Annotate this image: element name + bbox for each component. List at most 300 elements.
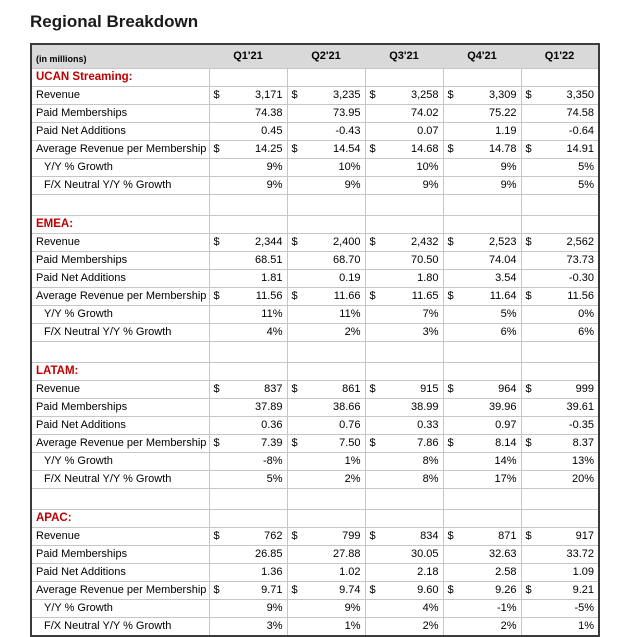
spacer-row [31, 489, 599, 510]
value-cell [209, 87, 287, 105]
metric-row-paid_net_additions [31, 123, 599, 141]
spacer-cell [443, 195, 521, 216]
metric-label: Y/Y % Growth [31, 453, 209, 471]
value-amount: 999 [575, 383, 594, 396]
currency-symbol: $ [291, 437, 298, 450]
quarter-header-0: Q1'21 [209, 44, 287, 69]
value-amount: 9.21 [572, 584, 594, 597]
quarter-header-3: Q4'21 [443, 44, 521, 69]
metric-label: Y/Y % Growth [31, 600, 209, 618]
spacer-cell [209, 342, 287, 363]
value-amount: 3,235 [332, 89, 361, 102]
currency-symbol: $ [525, 89, 532, 102]
metric-label: Average Revenue per Membership [31, 582, 209, 600]
section-title: LATAM: [31, 363, 209, 381]
value-cell: 6% [521, 324, 599, 342]
value-amount: 7.86 [417, 437, 439, 450]
value-amount: 9.60 [417, 584, 439, 597]
value-cell: 7% [365, 306, 443, 324]
value-cell: 0.97 [443, 417, 521, 435]
metric-row-paid_memberships [31, 399, 599, 417]
value-cell [365, 582, 443, 600]
value-cell [209, 234, 287, 252]
regional-breakdown-table [30, 43, 600, 637]
currency-symbol: $ [369, 143, 376, 156]
empty-cell [443, 216, 521, 234]
metric-row-revenue [31, 381, 599, 399]
empty-cell [287, 69, 365, 87]
value-cell: 73.95 [287, 105, 365, 123]
value-cell: 2% [287, 324, 365, 342]
metric-row-yoy_growth [31, 159, 599, 177]
value-cell: 9% [443, 177, 521, 195]
value-cell: 1.81 [209, 270, 287, 288]
value-amount: 2,562 [566, 236, 594, 249]
currency-symbol: $ [447, 437, 454, 450]
value-cell [365, 87, 443, 105]
value-cell: 33.72 [521, 546, 599, 564]
currency-symbol: $ [291, 290, 298, 303]
value-amount: 14.78 [488, 143, 517, 156]
currency-symbol: $ [291, 530, 298, 543]
value-cell [521, 288, 599, 306]
value-cell [443, 87, 521, 105]
value-cell: 8% [365, 453, 443, 471]
spacer-cell [287, 489, 365, 510]
metric-label: Paid Net Additions [31, 123, 209, 141]
currency-symbol: $ [525, 584, 532, 597]
value-amount: 917 [575, 530, 594, 543]
metric-label: F/X Neutral Y/Y % Growth [31, 324, 209, 342]
value-cell: 70.50 [365, 252, 443, 270]
value-cell: 10% [365, 159, 443, 177]
value-cell [521, 582, 599, 600]
currency-symbol: $ [447, 236, 454, 249]
spacer-cell [209, 195, 287, 216]
value-cell: 8% [365, 471, 443, 489]
currency-symbol: $ [213, 236, 220, 249]
currency-symbol: $ [291, 89, 298, 102]
empty-cell [209, 216, 287, 234]
value-amount: 11.56 [255, 290, 283, 303]
metric-row-paid_net_additions [31, 417, 599, 435]
value-cell [209, 288, 287, 306]
spacer-cell [287, 342, 365, 363]
currency-symbol: $ [369, 584, 376, 597]
value-amount: 14.91 [566, 143, 594, 156]
value-cell: 0.45 [209, 123, 287, 141]
metric-row-revenue [31, 87, 599, 105]
spacer-cell [521, 342, 599, 363]
value-amount: 3,309 [488, 89, 517, 102]
empty-cell [209, 69, 287, 87]
page-title: Regional Breakdown [30, 12, 199, 31]
value-cell: 30.05 [365, 546, 443, 564]
metric-row-paid_net_additions [31, 564, 599, 582]
value-cell [209, 141, 287, 159]
value-cell: 74.02 [365, 105, 443, 123]
quarter-header-row [31, 44, 599, 69]
value-cell [521, 87, 599, 105]
value-cell: 2.18 [365, 564, 443, 582]
value-amount: 11.56 [567, 290, 594, 303]
value-cell [443, 234, 521, 252]
value-cell: 39.61 [521, 399, 599, 417]
section-header-row [31, 69, 599, 87]
value-cell: 1% [287, 618, 365, 637]
value-cell: 32.63 [443, 546, 521, 564]
value-cell: 9% [287, 600, 365, 618]
value-cell [521, 141, 599, 159]
value-cell: 0.19 [287, 270, 365, 288]
value-cell: 0.36 [209, 417, 287, 435]
empty-cell [521, 363, 599, 381]
metric-row-fx_neutral_yoy_growth [31, 471, 599, 489]
value-cell: 6% [443, 324, 521, 342]
value-cell [287, 381, 365, 399]
value-cell: 1% [287, 453, 365, 471]
currency-symbol: $ [291, 236, 298, 249]
value-cell: 27.88 [287, 546, 365, 564]
value-cell [521, 381, 599, 399]
value-cell: 39.96 [443, 399, 521, 417]
currency-symbol: $ [213, 89, 220, 102]
value-amount: 3,350 [566, 89, 594, 102]
value-amount: 14.68 [410, 143, 439, 156]
value-cell: 1.19 [443, 123, 521, 141]
value-cell: 74.04 [443, 252, 521, 270]
metric-label: Y/Y % Growth [31, 306, 209, 324]
empty-cell [521, 216, 599, 234]
value-cell [209, 582, 287, 600]
metric-row-revenue [31, 234, 599, 252]
metric-label: Revenue [31, 234, 209, 252]
value-cell: 4% [365, 600, 443, 618]
regional-table-body [31, 69, 599, 637]
value-cell: 5% [209, 471, 287, 489]
value-cell [443, 288, 521, 306]
metric-label: Paid Memberships [31, 399, 209, 417]
currency-symbol: $ [213, 437, 220, 450]
empty-cell [443, 363, 521, 381]
currency-symbol: $ [369, 89, 376, 102]
value-amount: 14.25 [254, 143, 283, 156]
currency-symbol: $ [369, 236, 376, 249]
currency-symbol: $ [369, 530, 376, 543]
metric-row-paid_memberships [31, 546, 599, 564]
value-cell [287, 234, 365, 252]
section-header-row [31, 510, 599, 528]
currency-symbol: $ [369, 383, 376, 396]
value-cell: 1.36 [209, 564, 287, 582]
currency-symbol: $ [213, 143, 220, 156]
value-cell: 0.07 [365, 123, 443, 141]
metric-row-fx_neutral_yoy_growth [31, 618, 599, 637]
value-cell: 2.58 [443, 564, 521, 582]
metric-row-paid_memberships [31, 252, 599, 270]
value-amount: 7.39 [261, 437, 283, 450]
empty-cell [287, 216, 365, 234]
metric-row-fx_neutral_yoy_growth [31, 324, 599, 342]
value-cell: 9% [365, 177, 443, 195]
currency-symbol: $ [369, 437, 376, 450]
empty-cell [365, 363, 443, 381]
value-cell: 0.76 [287, 417, 365, 435]
metric-row-yoy_growth [31, 453, 599, 471]
value-cell: 0% [521, 306, 599, 324]
metric-label: Average Revenue per Membership [31, 435, 209, 453]
currency-symbol: $ [213, 584, 220, 597]
value-cell [521, 435, 599, 453]
empty-cell [287, 510, 365, 528]
currency-symbol: $ [291, 584, 298, 597]
metric-row-arm [31, 435, 599, 453]
empty-cell [365, 216, 443, 234]
metric-label: Average Revenue per Membership [31, 141, 209, 159]
metric-row-yoy_growth [31, 306, 599, 324]
currency-symbol: $ [447, 383, 454, 396]
currency-symbol: $ [291, 143, 298, 156]
currency-symbol: $ [213, 530, 220, 543]
spacer-cell [365, 489, 443, 510]
spacer-cell [443, 342, 521, 363]
value-amount: 3,171 [254, 89, 283, 102]
metric-row-arm [31, 582, 599, 600]
value-cell [209, 435, 287, 453]
value-cell [209, 381, 287, 399]
section-title: APAC: [31, 510, 209, 528]
metric-label: Paid Memberships [31, 252, 209, 270]
value-cell: 17% [443, 471, 521, 489]
value-amount: 2,400 [332, 236, 361, 249]
metric-label: F/X Neutral Y/Y % Growth [31, 618, 209, 637]
spacer-cell [443, 489, 521, 510]
value-amount: 7.50 [339, 437, 361, 450]
empty-cell [209, 363, 287, 381]
value-cell: 38.99 [365, 399, 443, 417]
empty-cell [287, 363, 365, 381]
currency-symbol: $ [525, 143, 532, 156]
metric-label: Revenue [31, 87, 209, 105]
value-amount: 11.64 [489, 290, 517, 303]
value-cell: -1% [443, 600, 521, 618]
empty-cell [365, 69, 443, 87]
value-amount: 964 [498, 383, 517, 396]
value-cell: 5% [521, 177, 599, 195]
value-cell: 9% [209, 177, 287, 195]
value-amount: 11.65 [411, 290, 439, 303]
value-cell: 9% [443, 159, 521, 177]
spacer-cell [365, 342, 443, 363]
value-cell: -0.35 [521, 417, 599, 435]
value-cell [287, 87, 365, 105]
empty-cell [365, 510, 443, 528]
value-cell: 9% [209, 159, 287, 177]
metric-label: Paid Net Additions [31, 270, 209, 288]
currency-symbol: $ [525, 290, 532, 303]
value-cell [365, 234, 443, 252]
value-cell: 2% [365, 618, 443, 637]
metric-row-fx_neutral_yoy_growth [31, 177, 599, 195]
value-cell: 2% [287, 471, 365, 489]
metric-label: Revenue [31, 381, 209, 399]
metric-row-paid_memberships [31, 105, 599, 123]
value-cell: 20% [521, 471, 599, 489]
value-cell: -8% [209, 453, 287, 471]
metric-row-yoy_growth [31, 600, 599, 618]
spacer-cell [209, 489, 287, 510]
value-cell: 3% [365, 324, 443, 342]
metric-label: Average Revenue per Membership [31, 288, 209, 306]
value-cell [443, 141, 521, 159]
value-cell: 9% [209, 600, 287, 618]
value-cell: 68.70 [287, 252, 365, 270]
spacer-cell [365, 195, 443, 216]
currency-symbol: $ [447, 89, 454, 102]
metric-label: F/X Neutral Y/Y % Growth [31, 471, 209, 489]
value-cell: 10% [287, 159, 365, 177]
value-cell: 5% [443, 306, 521, 324]
value-amount: 9.26 [495, 584, 517, 597]
metric-row-paid_net_additions [31, 270, 599, 288]
empty-cell [443, 69, 521, 87]
value-cell [287, 435, 365, 453]
spacer-cell [31, 489, 209, 510]
value-cell: 75.22 [443, 105, 521, 123]
empty-cell [521, 69, 599, 87]
spacer-cell [521, 195, 599, 216]
currency-symbol: $ [213, 290, 220, 303]
value-cell: 68.51 [209, 252, 287, 270]
value-amount: 14.54 [332, 143, 361, 156]
value-cell [521, 234, 599, 252]
value-cell [287, 528, 365, 546]
value-amount: 9.74 [339, 584, 361, 597]
value-amount: 834 [420, 530, 439, 543]
value-amount: 915 [420, 383, 439, 396]
metric-label: Revenue [31, 528, 209, 546]
currency-symbol: $ [213, 383, 220, 396]
value-amount: 8.37 [572, 437, 594, 450]
currency-symbol: $ [369, 290, 376, 303]
value-cell: 74.58 [521, 105, 599, 123]
value-cell [443, 435, 521, 453]
value-cell: 11% [287, 306, 365, 324]
spacer-row [31, 342, 599, 363]
quarter-header-1: Q2'21 [287, 44, 365, 69]
currency-symbol: $ [447, 143, 454, 156]
spacer-row [31, 195, 599, 216]
currency-symbol: $ [447, 530, 454, 543]
value-cell: 9% [287, 177, 365, 195]
value-cell [521, 528, 599, 546]
currency-symbol: $ [525, 437, 532, 450]
value-amount: 871 [498, 530, 517, 543]
currency-symbol: $ [525, 236, 532, 249]
value-amount: 9.71 [261, 584, 283, 597]
spacer-cell [31, 342, 209, 363]
value-amount: 11.66 [333, 290, 361, 303]
value-cell [287, 288, 365, 306]
section-header-row [31, 363, 599, 381]
value-amount: 3,258 [410, 89, 439, 102]
value-cell: 1.09 [521, 564, 599, 582]
value-cell: 1.02 [287, 564, 365, 582]
value-cell: 13% [521, 453, 599, 471]
quarter-header-4: Q1'22 [521, 44, 599, 69]
value-cell: -0.43 [287, 123, 365, 141]
quarter-header-2: Q3'21 [365, 44, 443, 69]
currency-symbol: $ [525, 530, 532, 543]
value-cell: 2% [443, 618, 521, 637]
value-cell [365, 528, 443, 546]
metric-label: Paid Net Additions [31, 564, 209, 582]
value-cell: 5% [521, 159, 599, 177]
currency-symbol: $ [291, 383, 298, 396]
value-amount: 2,432 [410, 236, 439, 249]
value-cell: 74.38 [209, 105, 287, 123]
value-cell: -0.30 [521, 270, 599, 288]
empty-cell [443, 510, 521, 528]
empty-cell [209, 510, 287, 528]
empty-cell [521, 510, 599, 528]
metric-row-revenue [31, 528, 599, 546]
section-title: UCAN Streaming: [31, 69, 209, 87]
value-amount: 2,344 [254, 236, 283, 249]
value-cell: 4% [209, 324, 287, 342]
currency-symbol: $ [447, 584, 454, 597]
metric-label: Y/Y % Growth [31, 159, 209, 177]
value-cell: 3.54 [443, 270, 521, 288]
value-cell: 73.73 [521, 252, 599, 270]
value-cell: 1% [521, 618, 599, 637]
metric-label: Paid Memberships [31, 546, 209, 564]
value-cell: 3% [209, 618, 287, 637]
metric-row-arm [31, 288, 599, 306]
value-amount: 8.14 [495, 437, 517, 450]
metric-label: F/X Neutral Y/Y % Growth [31, 177, 209, 195]
value-amount: 861 [342, 383, 361, 396]
value-cell: 38.66 [287, 399, 365, 417]
currency-symbol: $ [447, 290, 454, 303]
value-amount: 2,523 [488, 236, 517, 249]
value-cell [365, 141, 443, 159]
value-amount: 837 [264, 383, 283, 396]
value-cell [287, 141, 365, 159]
spacer-cell [31, 195, 209, 216]
value-cell: 37.89 [209, 399, 287, 417]
unit-label: (in millions) [31, 44, 209, 69]
value-cell: -5% [521, 600, 599, 618]
value-cell: -0.64 [521, 123, 599, 141]
value-cell [443, 582, 521, 600]
value-cell: 11% [209, 306, 287, 324]
section-header-row [31, 216, 599, 234]
value-cell: 0.33 [365, 417, 443, 435]
value-cell: 14% [443, 453, 521, 471]
value-cell [287, 582, 365, 600]
table-header [31, 44, 599, 69]
value-cell [365, 288, 443, 306]
metric-label: Paid Memberships [31, 105, 209, 123]
section-title: EMEA: [31, 216, 209, 234]
spacer-cell [521, 489, 599, 510]
value-cell [443, 528, 521, 546]
spacer-cell [287, 195, 365, 216]
value-amount: 762 [264, 530, 283, 543]
value-cell [365, 435, 443, 453]
value-cell: 26.85 [209, 546, 287, 564]
